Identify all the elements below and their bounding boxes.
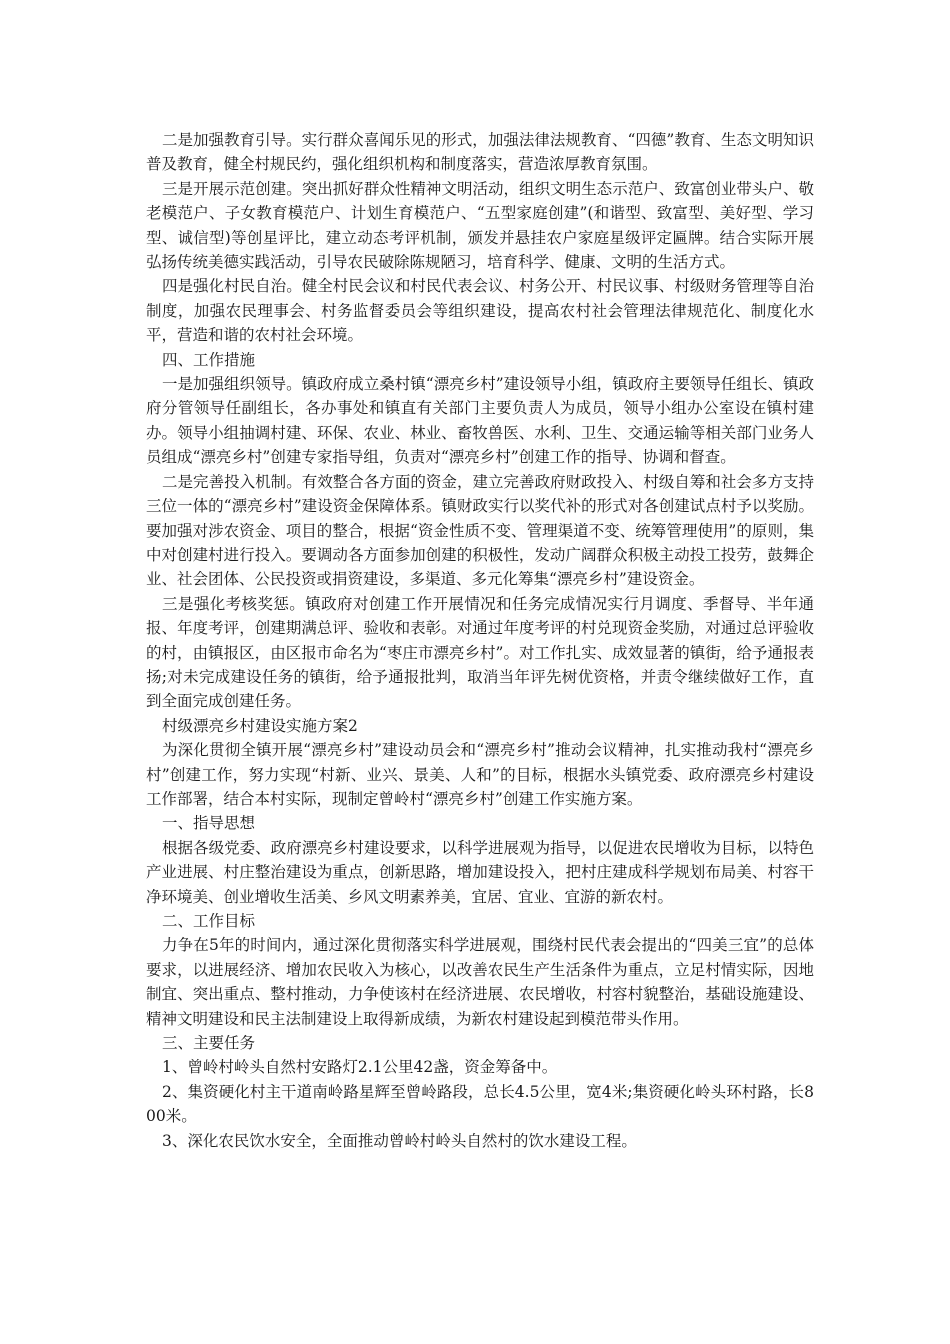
task-item-1: 1、曾岭村岭头自然村安路灯2.1公里42盏，资金筹备中。 <box>162 1058 558 1077</box>
document-subtitle-plan-2: 村级漂亮乡村建设实施方案2 <box>162 716 358 735</box>
section-heading-work-goals: 二、工作目标 <box>162 912 256 930</box>
paragraph-education: 二是加强教育引导。实行群众喜闻乐见的形式，加强法律法规教育、“四德”教育、生态文明知识普及教育，健全村规民约，强化组织机构和制度落实，营造浓厚教育氛围。 <box>146 131 814 174</box>
paragraph-work-goals: 力争在5年的时间内，通过深化贯彻落实科学进展观，围绕村民代表会提出的“四美三宜”的总体要求，以进展经济、增加农民收入为核心，以改善农民生产生活条件为重点，立足村情实际，因地制宜、突出重点、整村推动，力争使该村在经济进展、农民增收，村容村貌整治，基础设施建设、精神文明建设和民主法制建设上取得新成绩，为新农村建设起到模范带头作用。 <box>146 936 814 1028</box>
paragraph-demonstration: 三是开展示范创建。突出抓好群众性精神文明活动，组织文明生态示范户、致富创业带头户、敬老模范户、子女教育模范户、计划生育模范户、“五型家庭创建”(和谐型、致富型、美好型、学习型、诚信型)等创星评比，建立动态考评机制，颁发并悬挂农户家庭星级评定匾牌。结合实际开展弘扬传统美德实践活动，引导农民破除陈规陋习，培育科学、健康、文明的生活方式。 <box>146 179 814 272</box>
section-heading-measures: 四、工作措施 <box>162 350 256 369</box>
paragraph-village-autonomy: 四是强化村民自治。健全村民会议和村民代表会议、村务公开、村民议事、村级财务管理等自治制度，加强农民理事会、村务监督委员会等组织建设，提高农村社会管理法律规范化、制度化水平，营造和谐的农村社会环境。 <box>146 277 814 345</box>
task-item-2: 2、集资硬化村主干道南岭路星辉至曾岭路段，总长4.5公里，宽4米;集资硬化岭头环村路，长800米。 <box>146 1082 814 1126</box>
paragraph-assessment: 三是强化考核奖惩。镇政府对创建工作开展情况和任务完成情况实行月调度、季督导、半年通报、年度考评，创建期满总评、验收和表彰。对通过年度考评的村兑现资金奖励，对通过总评验收的村，由镇报区，由区报市命名为“枣庄市漂亮乡村”。对工作扎实、成效显著的镇街，给予通报表扬;对未完成建设任务的镇街，给予通报批判，取消当年评先树优资格，并责令继续做好工作，直到全面完成创建任务。 <box>146 594 814 711</box>
section-heading-main-tasks: 三、主要任务 <box>162 1034 256 1053</box>
paragraph-guiding-thought: 根据各级党委、政府漂亮乡村建设要求，以科学进展观为指导，以促进农民增收为目标，以特色产业进展、村庄整治建设为重点，创新思路，增加建设投入，把村庄建成科学规划布局美、村容干净环境美、创业增收生活美、乡风文明素养美，宜居、宜业、宜游的新农村。 <box>146 838 814 906</box>
document-body <box>146 128 814 1153</box>
section-heading-guiding-thought: 一、指导思想 <box>162 814 256 833</box>
paragraph-investment: 二是完善投入机制。有效整合各方面的资金，建立完善政府财政投入、村级自筹和社会多方支持三位一体的“漂亮乡村”建设资金保障体系。镇财政实行以奖代补的形式对各创建试点村予以奖励。要加强对涉农资金、项目的整合，根据“资金性质不变、管理渠道不变、统筹管理使用”的原则，集中对创建村进行投入。要调动各方面参加创建的积极性，发动广阔群众积极主动投工投劳，鼓舞企业、社会团体、公民投资或捐资建设，多渠道、多元化筹集“漂亮乡村”建设资金。 <box>146 472 814 589</box>
paragraph-leadership: 一是加强组织领导。镇政府成立桑村镇“漂亮乡村”建设领导小组，镇政府主要领导任组长、镇政府分管领导任副组长，各办事处和镇直有关部门主要负责人为成员，领导小组办公室设在镇村建办。领导小组抽调村建、环保、农业、林业、畜牧兽医、水利、卫生、交通运输等相关部门业务人员组成“漂亮乡村”创建专家指导组，负责对“漂亮乡村”创建工作的指导、协调和督查。 <box>146 375 814 467</box>
task-item-3: 3、深化农民饮水安全，全面推动曾岭村岭头自然村的饮水建设工程。 <box>162 1131 637 1150</box>
paragraph-intro: 为深化贯彻全镇开展“漂亮乡村”建设动员会和“漂亮乡村”推动会议精神，扎实推动我村“漂亮乡村”创建工作，努力实现“村新、业兴、景美、人和”的目标，根据水头镇党委、政府漂亮乡村建设工作部署，结合本村实际，现制定曾岭村“漂亮乡村”创建工作实施方案。 <box>146 741 814 808</box>
